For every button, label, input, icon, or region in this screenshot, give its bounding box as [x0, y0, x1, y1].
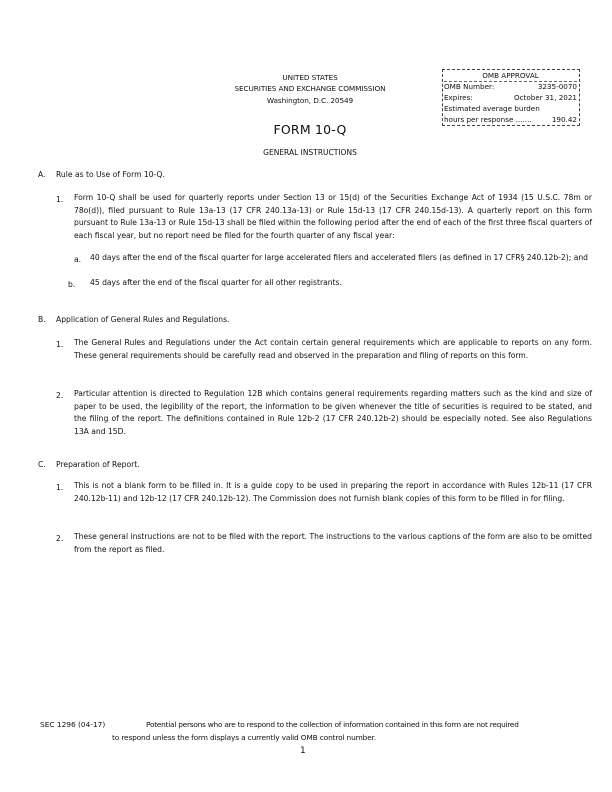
omb-number-row: [444, 81, 577, 92]
section-letter: C.: [38, 460, 46, 469]
omb-expires-label: Expires:: [444, 93, 473, 102]
form-code: SEC 1296 (04-17): [40, 720, 106, 729]
section-letter: B.: [38, 315, 46, 324]
section-a-item-1-text: Form 10-Q shall be used for quarterly reports under Section 13 or 15(d) of the Securities Exchange Act of 1934 (15 U.S.C. 78m or 78o(d)), filed pursuant to Rule 13a-13 (17 CFR 240.13a-13) or Rule 15d-13 (17 CFR 240.15d-13). A quarterly report on this form pursuant to Rule 13a-13 or Rule 15d-13 shall be filed within the following period after the end of each of the first three fiscal quarters of each fiscal year, but no report need be filed for the fourth quarter of any fiscal year:: [74, 193, 592, 241]
item-number: 2.: [56, 534, 64, 543]
instructions-subtitle: GENERAL INSTRUCTIONS: [263, 148, 357, 157]
omb-number-value: 3235-0070: [537, 82, 577, 91]
section-b-item-1-text: The General Rules and Regulations under the Act contain certain general requirements which are applicable to reports on any form. These general requirements should be carefully read and observed in the preparation and filing of reports on this form.: [74, 338, 592, 360]
section-a-subitem-b-text: 45 days after the end of the fiscal quarter for all other registrants.: [90, 278, 342, 287]
form-title: FORM 10-Q: [273, 122, 347, 137]
omb-approval-title: OMB APPROVAL: [444, 70, 577, 82]
section-c-item-2-text: These general instructions are not to be filed with the report. The instructions to the various captions of the form are also to be omitted from the report as filed.: [74, 532, 592, 554]
omb-notice-line2: to respond unless the form displays a currently valid OMB control number.: [112, 733, 377, 742]
subitem-letter: b.: [68, 280, 76, 289]
agency-name-line2: SECURITIES AND EXCHANGE COMMISSION: [234, 84, 386, 93]
omb-number-label: OMB Number:: [444, 82, 495, 91]
omb-burden-value: 190.42: [551, 115, 577, 124]
omb-burden-line1: Estimated average burden: [444, 104, 540, 113]
section-title: Preparation of Report.: [56, 460, 140, 469]
item-number: 1.: [56, 340, 64, 349]
page-number: 1: [300, 746, 306, 756]
agency-address: Washington, D.C. 20549: [266, 96, 354, 105]
section-c-item-1-text: This is not a blank form to be filled in. It is a guide copy to be used in preparing the report in accordance with Rules 12b-11 (17 CFR 240.12b-11) and 12b-12 (17 CFR 240.12b-12). The Commission does not furnish blank copies of this form to be filled in for filing.: [74, 481, 592, 503]
omb-burden-label: hours per response .......: [444, 115, 532, 124]
agency-name-line1: UNITED STATES: [282, 73, 338, 82]
item-number: 1.: [56, 195, 64, 204]
section-letter: A.: [38, 170, 46, 179]
omb-expires-value: October 31, 2021: [513, 93, 577, 102]
item-number: 1.: [56, 483, 64, 492]
omb-expires-row: [444, 92, 577, 103]
omb-burden-row: [444, 114, 577, 125]
omb-notice-line1: Potential persons who are to respond to the collection of information contained in this form are not required: [146, 720, 519, 729]
omb-approval-box: [442, 69, 580, 126]
section-a-subitem-a-text: 40 days after the end of the fiscal quarter for large accelerated filers and accelerated filers (as defined in 17 CFR§ 240.12b-2); and: [90, 253, 588, 262]
section-b-item-2-text: Particular attention is directed to Regulation 12B which contains general requirements regarding matters such as the kind and size of paper to be used, the legibility of the report, the information to be given whenever the title of securities is required to be stated, and the filing of the report. The definitions contained in Rule 12b-2 (17 CFR 240.12b-2) should be especially noted. See also Regulations 13A and 15D.: [74, 389, 592, 437]
item-number: 2.: [56, 391, 64, 400]
section-title: Rule as to Use of Form 10-Q.: [56, 170, 165, 179]
section-title: Application of General Rules and Regulations.: [56, 315, 230, 324]
subitem-letter: a.: [74, 255, 82, 264]
